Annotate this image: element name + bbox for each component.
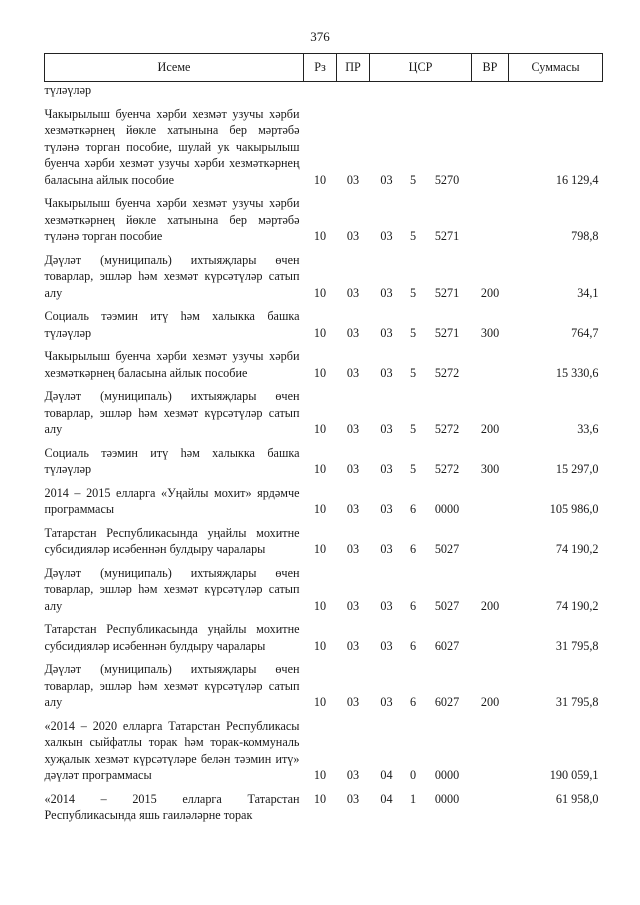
cell-csr-code: 5272 <box>434 462 460 476</box>
cell-sum: 105 986,0 <box>549 502 599 516</box>
cell-name: 2014 – 2015 елларга «Уңайлы мохит» ярдәмче программасы <box>44 485 300 516</box>
cell-csr-code: 5027 <box>434 598 460 613</box>
row-spacer <box>45 99 603 106</box>
cell-csr-subprogram: 5 <box>409 422 417 436</box>
cell-pr: 03 <box>346 502 360 516</box>
table-row <box>45 348 603 381</box>
cell-csr-subprogram: 6 <box>409 502 417 516</box>
cell-name: Дәүләт (муниципаль) ихтыяҗлары өчен товарлар, эшләр һәм хезмәт күрсәтүләр сатып алу <box>44 389 300 436</box>
row-spacer <box>45 438 603 445</box>
cell-vr: 200 <box>480 285 500 300</box>
table-row <box>45 82 603 99</box>
cell-rz: 10 <box>313 638 327 653</box>
cell-vr: 200 <box>480 695 500 709</box>
cell-pr: 03 <box>346 791 360 806</box>
cell-pr: 03 <box>346 229 360 243</box>
cell-rz: 10 <box>313 365 327 380</box>
row-spacer-cell <box>45 711 603 718</box>
cell-name: Татарстан Республикасында уңайлы мохитне субсидияләр исәбеннән булдыру чаралары <box>44 525 300 556</box>
cell-name: Чакырылыш буенча хәрби хезмәт узучы хәрби хезмәткәрнең баласына айлык пособие <box>44 349 300 380</box>
cell-vr: 200 <box>480 598 500 613</box>
row-spacer-cell <box>45 381 603 388</box>
cell-csr-program: 04 <box>380 768 393 782</box>
cell-csr-code: 5270 <box>434 172 460 187</box>
cell-csr-subprogram: 5 <box>409 462 417 476</box>
row-spacer-cell <box>45 614 603 621</box>
cell-sum: 74 190,2 <box>555 598 599 613</box>
row-spacer <box>45 614 603 621</box>
cell-sum: 31 795,8 <box>555 638 599 653</box>
table-row <box>45 621 603 654</box>
cell-csr-subprogram: 0 <box>409 768 417 782</box>
budget-table <box>44 53 603 824</box>
table-body <box>45 82 603 824</box>
table-row <box>45 565 603 615</box>
cell-csr-subprogram: 6 <box>409 638 417 653</box>
cell-sum: 15 297,0 <box>555 462 599 476</box>
cell-sum: 74 190,2 <box>555 542 599 556</box>
cell-csr-subprogram: 5 <box>409 365 417 380</box>
cell-vr <box>472 348 509 381</box>
row-spacer <box>45 711 603 718</box>
cell-pr <box>337 82 370 99</box>
cell-csr-program: 03 <box>380 422 393 436</box>
row-spacer <box>45 478 603 485</box>
cell-pr: 03 <box>346 172 360 187</box>
cell-pr: 03 <box>346 325 360 340</box>
row-spacer-cell <box>45 478 603 485</box>
cell-csr-code: 0000 <box>434 768 460 782</box>
cell-csr-program: 04 <box>380 791 393 806</box>
cell-csr-program: 03 <box>380 172 393 187</box>
cell-vr <box>472 525 509 558</box>
cell-csr-code: 5027 <box>434 542 460 556</box>
row-spacer-cell <box>45 438 603 445</box>
row-spacer-cell <box>45 558 603 565</box>
cell-sum: 190 059,1 <box>549 768 599 782</box>
cell-csr-subprogram: 6 <box>409 695 417 709</box>
row-spacer <box>45 341 603 348</box>
cell-pr: 03 <box>346 365 360 380</box>
table-row <box>45 388 603 438</box>
cell-csr-code <box>423 82 472 99</box>
cell-csr-program: 03 <box>380 598 393 613</box>
cell-rz: 10 <box>313 695 327 709</box>
table-row <box>45 445 603 478</box>
cell-sum: 764,7 <box>571 325 599 340</box>
cell-csr-program: 03 <box>380 365 393 380</box>
row-spacer <box>45 301 603 308</box>
cell-vr <box>472 791 509 824</box>
cell-csr-code: 0000 <box>434 502 460 516</box>
table-row <box>45 661 603 711</box>
cell-rz: 10 <box>313 229 327 243</box>
header-sum: Суммасы <box>509 54 603 82</box>
table-row <box>45 718 603 784</box>
row-spacer-cell <box>45 99 603 106</box>
cell-sum <box>509 82 603 99</box>
row-spacer-cell <box>45 301 603 308</box>
cell-pr: 03 <box>346 422 360 436</box>
row-spacer-cell <box>45 188 603 195</box>
cell-csr-subprogram: 5 <box>409 285 417 300</box>
row-spacer <box>45 784 603 791</box>
cell-csr-code: 5271 <box>434 325 460 340</box>
cell-csr-subprogram: 5 <box>409 229 417 243</box>
cell-vr <box>472 485 509 518</box>
row-spacer <box>45 518 603 525</box>
cell-sum: 798,8 <box>571 229 599 243</box>
cell-csr-subprogram: 6 <box>409 542 417 556</box>
row-spacer-cell <box>45 518 603 525</box>
cell-vr: 300 <box>480 325 500 340</box>
row-spacer <box>45 381 603 388</box>
row-spacer-cell <box>45 245 603 252</box>
cell-pr: 03 <box>346 462 360 476</box>
cell-vr <box>472 82 509 99</box>
cell-rz: 10 <box>313 172 327 187</box>
cell-csr-code: 5272 <box>434 365 460 380</box>
row-spacer <box>45 188 603 195</box>
cell-csr-code: 0000 <box>434 791 460 806</box>
cell-name: «2014 – 2020 елларга Татарстан Республикасы халкын сыйфатлы торак һәм торак-коммуналь хуҗалык хезмәт күрсәтүләре белән тәэмин итү» дәүләт программасы <box>44 718 300 782</box>
cell-csr-code: 6027 <box>434 695 460 709</box>
cell-name: Чакырылыш буенча хәрби хезмәт узучы хәрби хезмәткәрнең йөкле хатынына бер мәртәбә түләнә торган пособие, шулай ук чакырылыш буенча хәрби хезмәт узучы хәрби хезмәткәрнең баласына айлык пособие <box>44 106 300 187</box>
cell-sum: 61 958,0 <box>555 791 599 806</box>
cell-csr-program: 03 <box>380 695 393 709</box>
cell-csr-subprogram: 1 <box>409 791 417 806</box>
cell-name: Дәүләт (муниципаль) ихтыяҗлары өчен товарлар, эшләр һәм хезмәт күрсәтүләр сатып алу <box>44 565 300 613</box>
cell-csr-code: 5271 <box>434 285 460 300</box>
cell-csr-program: 03 <box>380 638 393 653</box>
table-header-row <box>45 54 603 82</box>
cell-csr-subprogram: 5 <box>409 325 417 340</box>
cell-sum: 34,1 <box>577 285 599 300</box>
cell-csr-code: 5271 <box>434 229 460 243</box>
table-row <box>45 195 603 245</box>
cell-sum: 15 330,6 <box>555 365 599 380</box>
cell-name: Дәүләт (муниципаль) ихтыяҗлары өчен товарлар, эшләр һәм хезмәт күрсәтүләр сатып алу <box>44 662 300 709</box>
cell-vr <box>472 106 509 189</box>
row-spacer <box>45 558 603 565</box>
cell-rz: 10 <box>313 462 327 476</box>
cell-csr-subprogram <box>404 82 423 99</box>
cell-vr <box>472 718 509 784</box>
cell-sum: 31 795,8 <box>555 695 599 709</box>
cell-csr-subprogram: 5 <box>409 172 417 187</box>
cell-rz: 10 <box>313 542 327 556</box>
cell-pr: 03 <box>346 285 360 300</box>
header-csr: ЦСР <box>370 54 472 82</box>
cell-rz <box>304 82 337 99</box>
row-spacer-cell <box>45 654 603 661</box>
header-rz: Рз <box>304 54 337 82</box>
row-spacer-cell <box>45 784 603 791</box>
cell-vr <box>472 195 509 245</box>
cell-name: Социаль тәэмин итү һәм халыкка башка түләүләр <box>44 445 300 476</box>
row-spacer <box>45 245 603 252</box>
cell-pr: 03 <box>346 542 360 556</box>
table-row <box>45 252 603 302</box>
cell-rz: 10 <box>313 768 327 782</box>
cell-name: Чакырылыш буенча хәрби хезмәт узучы хәрби хезмәткәрнең йөкле хатынына бер мәртәбә түләнә торган пособие <box>44 196 300 243</box>
table-row <box>45 525 603 558</box>
cell-vr: 300 <box>480 462 500 476</box>
cell-rz: 10 <box>313 422 327 436</box>
cell-rz: 10 <box>313 791 327 806</box>
cell-name: Татарстан Республикасында уңайлы мохитне субсидияләр исәбеннән булдыру чаралары <box>44 622 300 653</box>
cell-pr: 03 <box>346 638 360 653</box>
cell-pr: 03 <box>346 768 360 782</box>
table-row <box>45 791 603 824</box>
cell-pr: 03 <box>346 695 360 709</box>
page-number: 376 <box>310 29 330 44</box>
cell-pr: 03 <box>346 598 360 613</box>
cell-name: Социаль тәэмин итү һәм халыкка башка түләүләр <box>44 309 300 340</box>
cell-rz: 10 <box>313 325 327 340</box>
cell-vr <box>472 621 509 654</box>
table-row <box>45 308 603 341</box>
cell-vr: 200 <box>480 422 500 436</box>
cell-csr-program: 03 <box>380 229 393 243</box>
cell-name: Дәүләт (муниципаль) ихтыяҗлары өчен товарлар, эшләр һәм хезмәт күрсәтүләр сатып алу <box>44 252 300 300</box>
cell-rz: 10 <box>313 285 327 300</box>
row-spacer <box>45 654 603 661</box>
cell-csr-code: 5272 <box>434 422 460 436</box>
cell-csr-program <box>370 82 404 99</box>
cell-csr-program: 03 <box>380 285 393 300</box>
cell-rz: 10 <box>313 598 327 613</box>
table-row <box>45 485 603 518</box>
header-vr: ВР <box>472 54 509 82</box>
cell-sum: 16 129,4 <box>555 172 599 187</box>
cell-name: «2014 – 2015 елларга Татарстан Республикасында яшь гаиләләрне торак <box>44 791 300 822</box>
cell-rz: 10 <box>313 502 327 516</box>
cell-csr-program: 03 <box>380 325 393 340</box>
cell-csr-program: 03 <box>380 502 393 516</box>
cell-name: түләүләр <box>44 83 92 97</box>
cell-csr-program: 03 <box>380 462 393 476</box>
cell-sum: 33,6 <box>577 422 599 436</box>
cell-csr-program: 03 <box>380 542 393 556</box>
header-name: Исеме <box>45 54 304 82</box>
cell-csr-code: 6027 <box>434 638 460 653</box>
cell-csr-subprogram: 6 <box>409 598 417 613</box>
table-row <box>45 106 603 189</box>
header-pr: ПР <box>337 54 370 82</box>
row-spacer-cell <box>45 341 603 348</box>
